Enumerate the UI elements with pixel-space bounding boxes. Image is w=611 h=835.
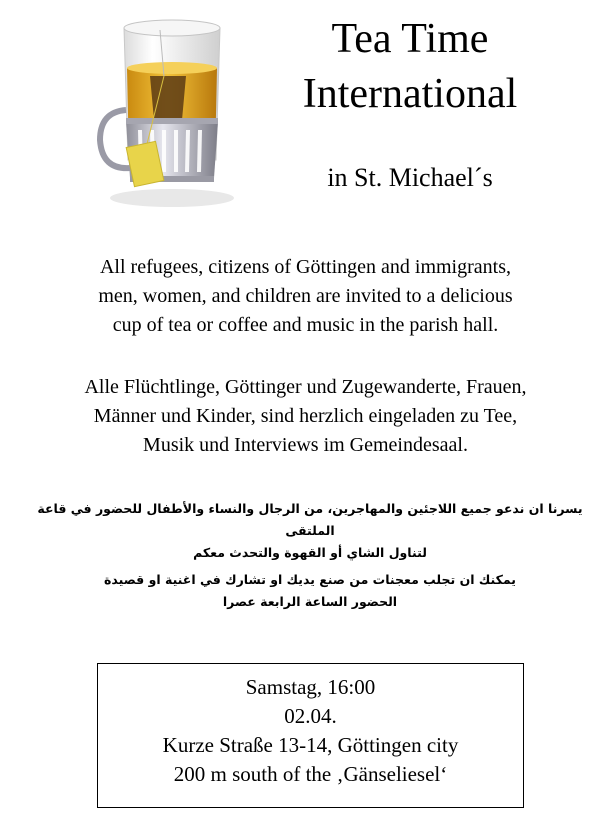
german-invitation [20,373,591,460]
german-line: Alle Flüchtlinge, Göttinger und Zugewanderte, Frauen, [84,376,527,398]
arabic-line: يمكنك ان تجلب معجنات من صنع يديك او تشارك في اغنية او قصيدة [104,572,516,587]
english-invitation [20,253,591,340]
event-day-time: Samstag, 16:00 [245,675,376,699]
event-subtitle: in St. Michael´s [327,163,493,192]
english-line: All refugees, citizens of Göttingen and immigrants, [99,256,511,278]
german-line: Musik und Interviews im Gemeindesaal. [143,434,468,456]
title-line-2: International [302,71,518,117]
arabic-line: يسرنا ان ندعو جميع اللاجئين والمهاجرين، من الرجال والنساء والأطفال للحضور في قاعة الملتقى [37,501,583,538]
event-details-box [97,663,524,808]
arabic-line: الحضور الساعة الرابعة عصرا [222,594,398,609]
event-date: 02.04. [284,704,337,728]
arabic-invitation [30,498,590,564]
arabic-line: لتناول الشاي أو القهوة والتحدث معكم [193,545,427,560]
event-title [255,12,565,122]
english-line: cup of tea or coffee and music in the parish hall. [112,314,499,336]
english-line: men, women, and children are invited to a delicious [98,285,513,307]
tea-glass-icon [90,10,250,210]
event-address: Kurze Straße 13-14, Göttingen city [162,733,459,757]
event-directions: 200 m south of the ‚Gänseliesel‘ [173,762,448,786]
title-line-1: Tea Time [331,16,489,62]
german-line: Männer und Kinder, sind herzlich eingeladen zu Tee, [93,405,518,427]
arabic-details [30,569,590,613]
